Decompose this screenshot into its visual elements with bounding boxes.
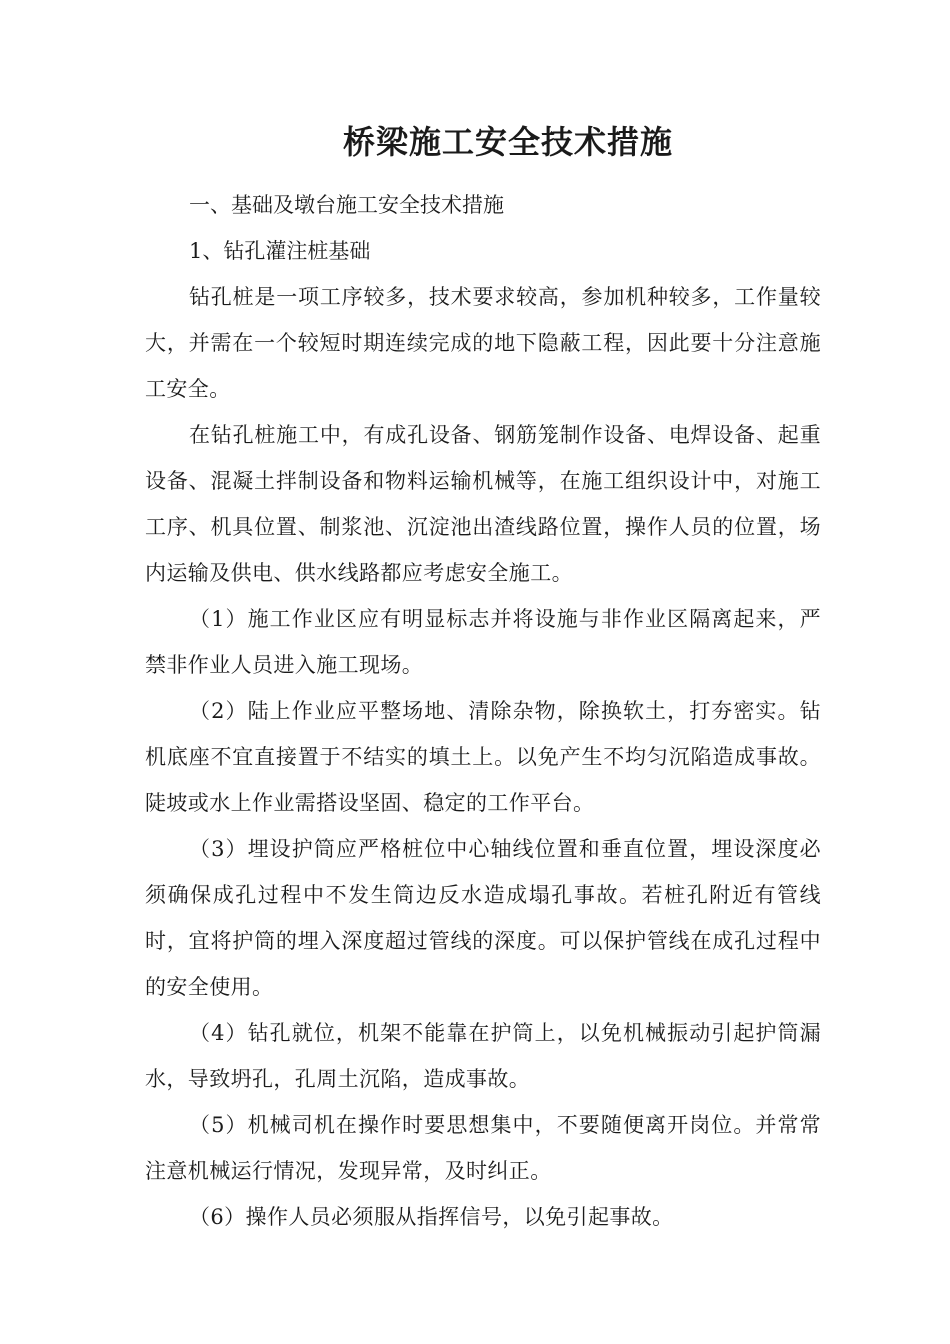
document-title: 桥梁施工安全技术措施 [342,123,673,161]
paragraph-equipment: 在钻孔桩施工中，有成孔设备、钢筋笼制作设备、电焊设备、起重设备、混凝土拌制设备和物料运输机械等，在施工组织设计中，对施工工序、机具位置、制浆池、沉淀池出渣线路位置，操作人员的位置，场内运输及供电、供水线路都应考虑安全施工。 [145,423,821,585]
section-heading: 一、基础及墩台施工安全技术措施 [189,193,504,217]
subsection-heading: 1、钻孔灌注桩基础 [189,239,371,263]
document-body [145,182,821,1240]
paragraph-item-2: （2）陆上作业应平整场地、清除杂物，除换软土，打夯密实。钻机底座不宜直接置于不结实的填土上。以免产生不均匀沉陷造成事故。陡坡或水上作业需搭设坚固、稳定的工作平台。 [145,699,821,815]
paragraph-intro: 钻孔桩是一项工序较多，技术要求较高，参加机种较多，工作量较大，并需在一个较短时期连续完成的地下隐蔽工程，因此要十分注意施工安全。 [145,285,821,401]
paragraph-item-4: （4）钻孔就位，机架不能靠在护筒上，以免机械振动引起护筒漏水，导致坍孔，孔周土沉陷，造成事故。 [145,1021,821,1091]
paragraph-item-3: （3）埋设护筒应严格桩位中心轴线位置和垂直位置，埋设深度必须确保成孔过程中不发生筒边反水造成塌孔事故。若桩孔附近有管线时，宜将护筒的埋入深度超过管线的深度。可以保护管线在成孔过程中的安全使用。 [145,837,821,999]
paragraph-item-1: （1）施工作业区应有明显标志并将设施与非作业区隔离起来，严禁非作业人员进入施工现场。 [145,607,821,677]
paragraph-item-6: （6）操作人员必须服从指挥信号，以免引起事故。 [189,1205,674,1229]
paragraph-item-5: （5）机械司机在操作时要思想集中，不要随便离开岗位。并常常注意机械运行情况，发现异常，及时纠正。 [145,1113,821,1183]
